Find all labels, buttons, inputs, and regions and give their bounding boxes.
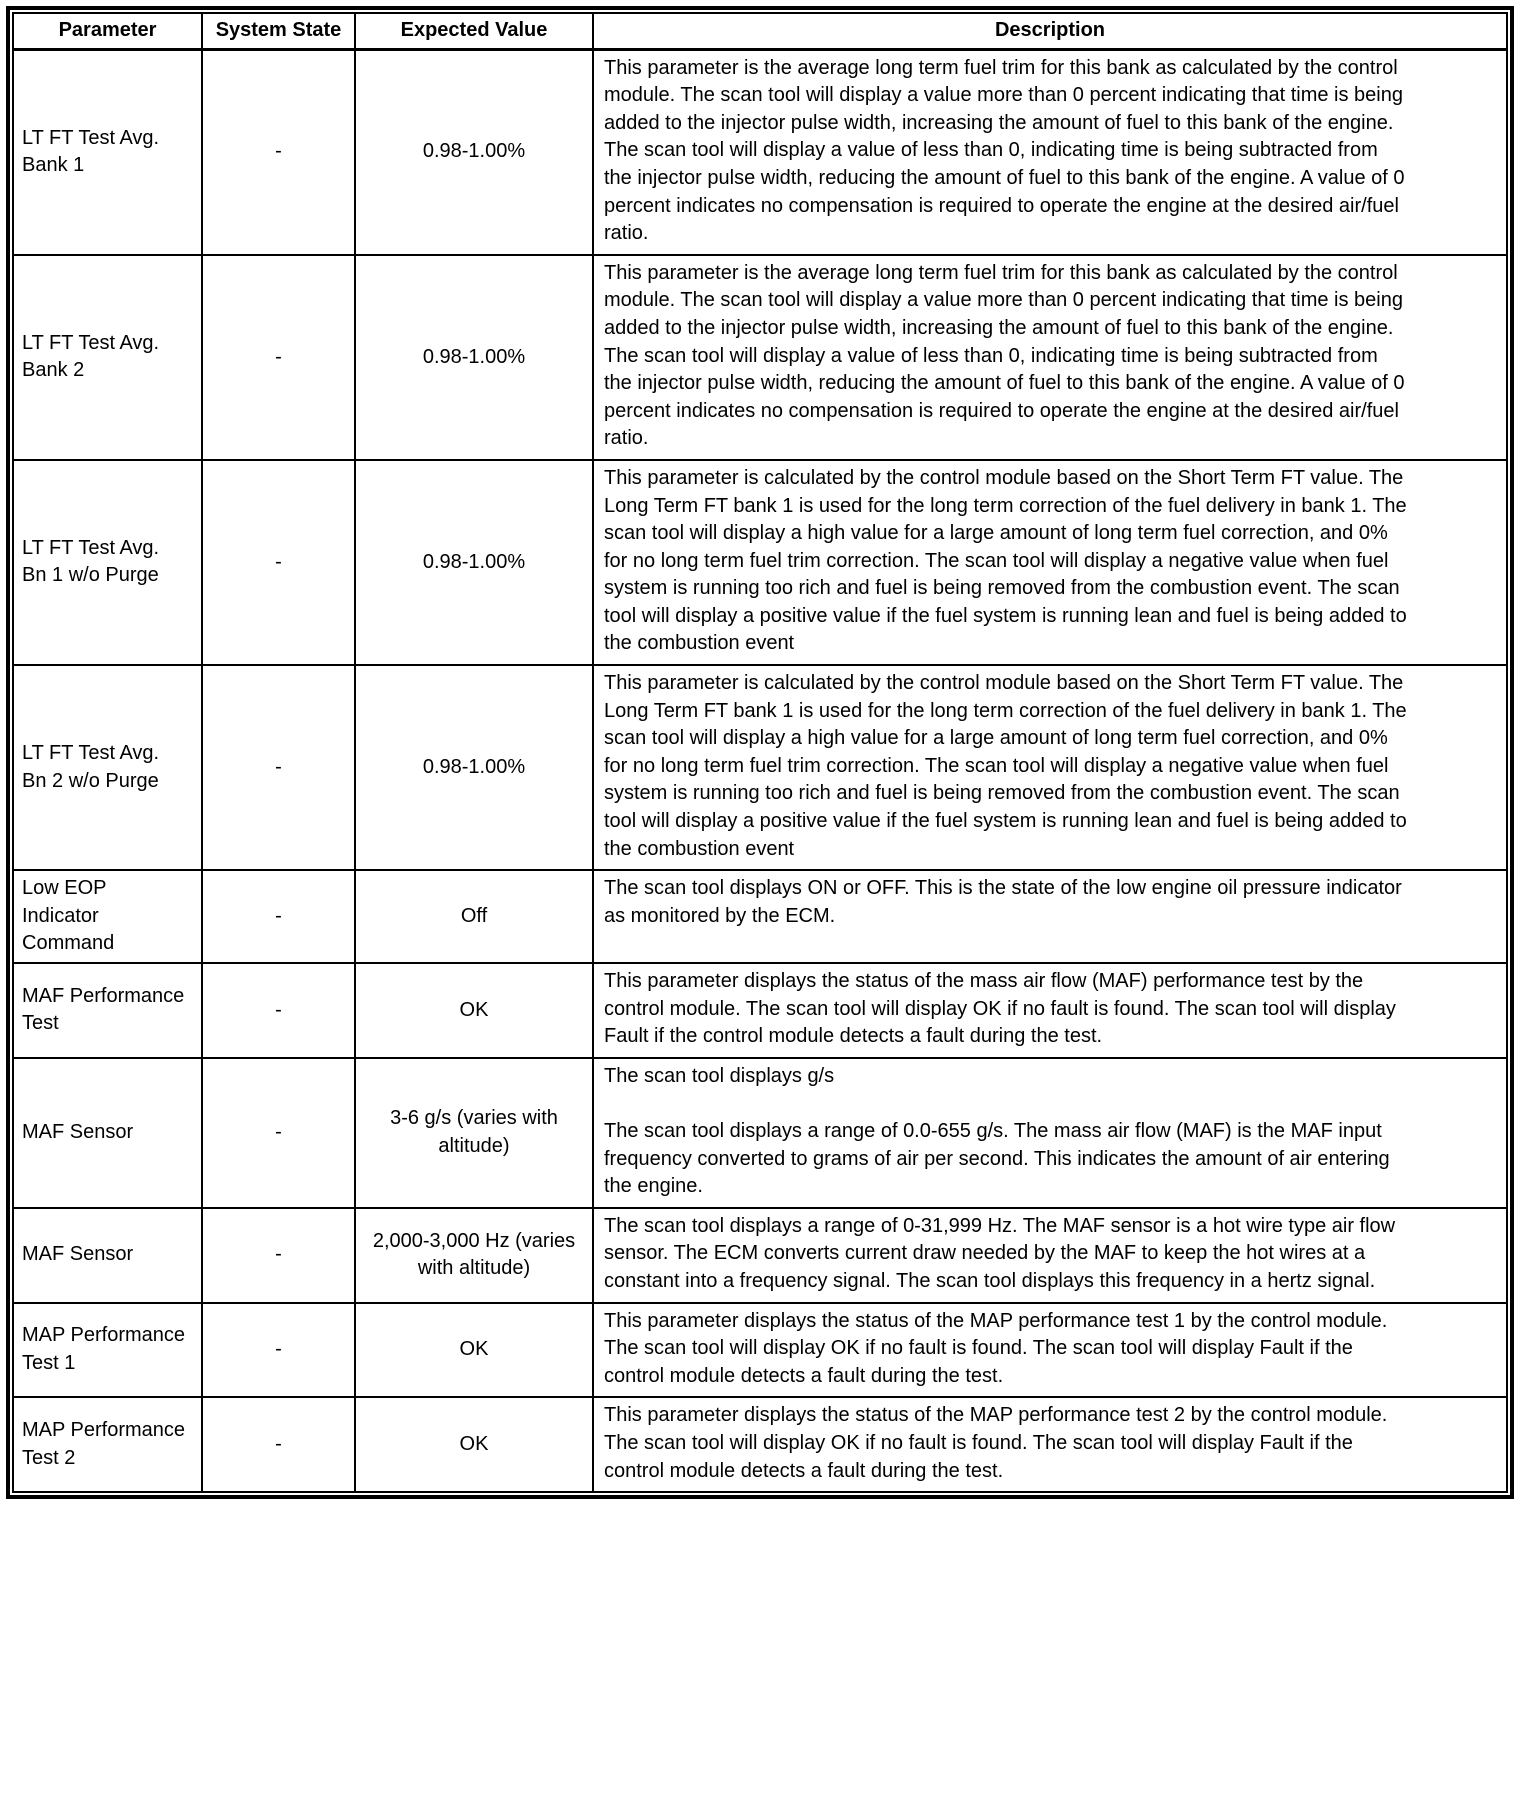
system-state-cell: - bbox=[202, 255, 355, 460]
description-cell bbox=[593, 1058, 1507, 1208]
table-row bbox=[13, 460, 1507, 665]
description-cell bbox=[593, 1303, 1507, 1398]
system-state-cell: - bbox=[202, 963, 355, 1058]
parameter-cell: Low EOP Indicator Command bbox=[13, 870, 202, 963]
header-system-state: System State bbox=[202, 13, 355, 49]
description-text: The scan tool displays a range of 0-31,999 Hz. The MAF sensor is a hot wire type air flow sensor. The ECM converts current draw needed by the MAF to keep the hot wires at a constant into a frequency signal. The scan tool displays this frequency in a hertz signal. bbox=[604, 1214, 1396, 1292]
system-state-cell: - bbox=[202, 1058, 355, 1208]
table-outer-frame bbox=[6, 6, 1514, 1499]
expected-value-cell: 0.98-1.00% bbox=[355, 255, 593, 460]
table-row bbox=[13, 1303, 1507, 1398]
system-state-cell: - bbox=[202, 460, 355, 665]
expected-value-cell: 0.98-1.00% bbox=[355, 665, 593, 870]
header-description: Description bbox=[593, 13, 1507, 49]
system-state-cell: - bbox=[202, 1303, 355, 1398]
expected-value-cell: OK bbox=[355, 1397, 593, 1492]
parameter-cell: MAF Sensor bbox=[13, 1208, 202, 1303]
expected-value-cell: OK bbox=[355, 963, 593, 1058]
expected-value-cell: 0.98-1.00% bbox=[355, 460, 593, 665]
description-cell bbox=[593, 1397, 1507, 1492]
parameter-cell: MAP Performance Test 2 bbox=[13, 1397, 202, 1492]
table-row bbox=[13, 255, 1507, 460]
description-cell bbox=[593, 49, 1507, 255]
system-state-cell: - bbox=[202, 1397, 355, 1492]
parameter-cell: MAP Performance Test 1 bbox=[13, 1303, 202, 1398]
table-row bbox=[13, 49, 1507, 255]
parameter-cell: LT FT Test Avg. Bn 1 w/o Purge bbox=[13, 460, 202, 665]
description-text: The scan tool displays ON or OFF. This is the state of the low engine oil pressure indicator as monitored by the ECM. bbox=[604, 877, 1402, 927]
expected-value-cell: 3-6 g/s (varies with altitude) bbox=[355, 1058, 593, 1208]
expected-value-cell: 0.98-1.00% bbox=[355, 49, 593, 255]
description-cell bbox=[593, 870, 1507, 963]
description-text: This parameter displays the status of the mass air flow (MAF) performance test by the control module. The scan tool will display OK if no fault is found. The scan tool will display Fault if the control module detects a fault during the test. bbox=[604, 970, 1396, 1048]
scan-tool-data-table bbox=[12, 12, 1508, 1493]
description-text: This parameter displays the status of the MAP performance test 1 by the control module. The scan tool will display OK if no fault is found. The scan tool will display Fault if the control module detects a fault during the test. bbox=[604, 1309, 1388, 1387]
table-row bbox=[13, 963, 1507, 1058]
expected-value-cell: OK bbox=[355, 1303, 593, 1398]
system-state-cell: - bbox=[202, 1208, 355, 1303]
description-cell bbox=[593, 665, 1507, 870]
header-expected-value: Expected Value bbox=[355, 13, 593, 49]
description-text: The scan tool displays g/s The scan tool displays a range of 0.0-655 g/s. The mass air flow (MAF) is the MAF input frequency converted to grams of air per second. This indicates the amount of air entering the engine. bbox=[604, 1064, 1390, 1198]
expected-value-cell: Off bbox=[355, 870, 593, 963]
description-text: This parameter is the average long term fuel trim for this bank as calculated by the control module. The scan tool will display a value more than 0 percent indicating that time is being added to the injector pulse width, increasing the amount of fuel to this bank of the engine. The scan tool will display a value of less than 0, indicating time is being subtracted from the injector pulse width, reducing the amount of fuel to this bank of the engine. A value of 0 percent indicates no compensation is required to operate the engine at the desired air/fuel ratio. bbox=[604, 261, 1405, 450]
parameter-cell: LT FT Test Avg. Bank 1 bbox=[13, 49, 202, 255]
header-row bbox=[13, 13, 1507, 49]
table-row bbox=[13, 665, 1507, 870]
description-text: This parameter is the average long term fuel trim for this bank as calculated by the control module. The scan tool will display a value more than 0 percent indicating that time is being added to the injector pulse width, increasing the amount of fuel to this bank of the engine. The scan tool will display a value of less than 0, indicating time is being subtracted from the injector pulse width, reducing the amount of fuel to this bank of the engine. A value of 0 percent indicates no compensation is required to operate the engine at the desired air/fuel ratio. bbox=[604, 56, 1405, 245]
system-state-cell: - bbox=[202, 870, 355, 963]
table-row bbox=[13, 870, 1507, 963]
system-state-cell: - bbox=[202, 49, 355, 255]
parameter-cell: MAF Sensor bbox=[13, 1058, 202, 1208]
description-cell bbox=[593, 963, 1507, 1058]
description-cell bbox=[593, 460, 1507, 665]
parameter-cell: LT FT Test Avg. Bank 2 bbox=[13, 255, 202, 460]
header-parameter: Parameter bbox=[13, 13, 202, 49]
expected-value-cell: 2,000-3,000 Hz (varies with altitude) bbox=[355, 1208, 593, 1303]
table-row bbox=[13, 1058, 1507, 1208]
description-text: This parameter displays the status of the MAP performance test 2 by the control module. The scan tool will display OK if no fault is found. The scan tool will display Fault if the control module detects a fault during the test. bbox=[604, 1404, 1388, 1482]
table-row bbox=[13, 1397, 1507, 1492]
description-text: This parameter is calculated by the control module based on the Short Term FT value. The Long Term FT bank 1 is used for the long term correction of the fuel delivery in bank 1. The scan tool will display a high value for a large amount of long term fuel correction, and 0% for no long term fuel trim correction. The scan tool will display a negative value when fuel system is running too rich and fuel is being removed from the combustion event. The scan tool will display a positive value if the fuel system is running lean and fuel is being added to the combustion event bbox=[604, 466, 1407, 655]
description-text: This parameter is calculated by the control module based on the Short Term FT value. The Long Term FT bank 1 is used for the long term correction of the fuel delivery in bank 1. The scan tool will display a high value for a large amount of long term fuel correction, and 0% for no long term fuel trim correction. The scan tool will display a negative value when fuel system is running too rich and fuel is being removed from the combustion event. The scan tool will display a positive value if the fuel system is running lean and fuel is being added to the combustion event bbox=[604, 672, 1407, 860]
description-cell bbox=[593, 255, 1507, 460]
parameter-cell: MAF Performance Test bbox=[13, 963, 202, 1058]
parameter-cell: LT FT Test Avg. Bn 2 w/o Purge bbox=[13, 665, 202, 870]
system-state-cell: - bbox=[202, 665, 355, 870]
table-row bbox=[13, 1208, 1507, 1303]
description-cell bbox=[593, 1208, 1507, 1303]
